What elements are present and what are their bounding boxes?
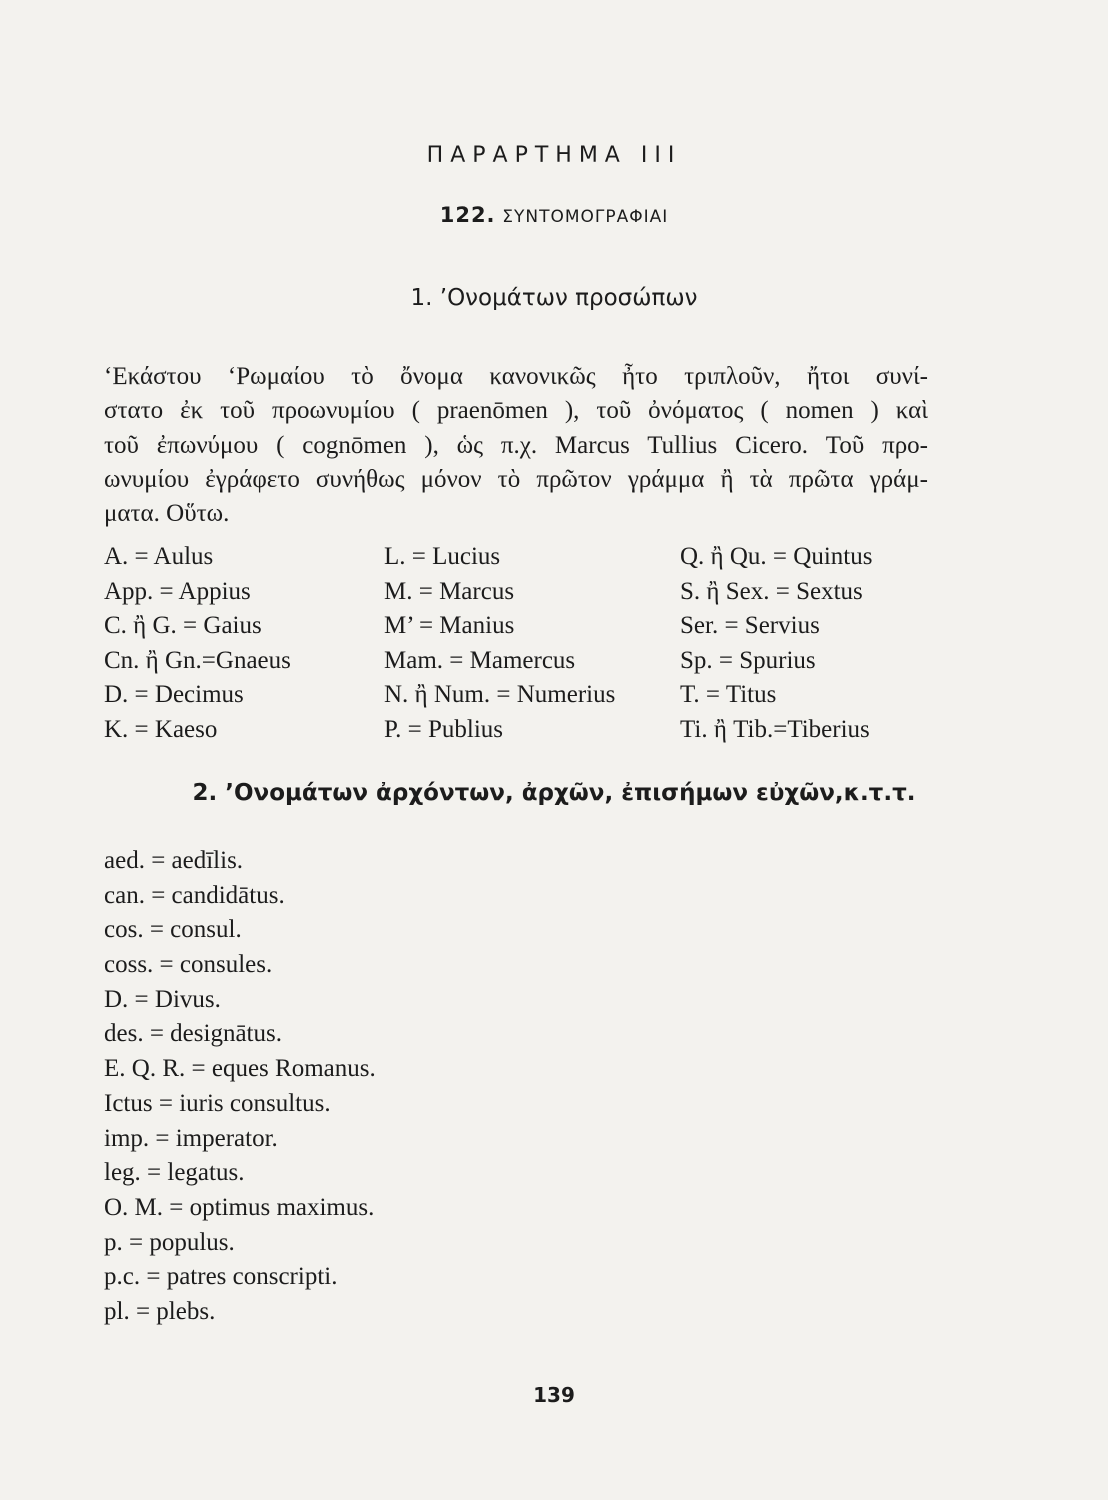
abbreviation-entry: E. Q. R. = eques Romanus. xyxy=(104,1055,376,1083)
abbreviation-entry: aed. = aedīlis. xyxy=(104,847,244,874)
names-column-2 xyxy=(384,540,615,747)
names-column-3 xyxy=(680,540,872,747)
abbreviation-entry: imp. = imperator. xyxy=(104,1124,278,1152)
paragraph-line: στατο ἐκ τοῦ προωνυμίου ( praenōmen ), τοῦ ὀνόματος ( nomen ) καὶ xyxy=(104,397,928,425)
name-entry: T. = Titus xyxy=(680,681,777,708)
subsection-1-title: 1. ’Ονομάτων προσώπων xyxy=(410,285,698,311)
intro-paragraph xyxy=(104,360,928,531)
abbreviation-entry: can. = candidātus. xyxy=(104,881,285,909)
abbreviation-entry: cos. = consul. xyxy=(104,916,242,944)
section-title: ΣΥΝΤΟΜΟΓΡΑΦΙΑΙ xyxy=(502,207,669,227)
name-entry: Cn. ἢ Gn.=Gnaeus xyxy=(104,646,291,674)
abbreviation-entry: O. M. = optimus maximus. xyxy=(104,1193,375,1221)
name-entry: N. ἢ Num. = Numerius xyxy=(384,681,616,708)
subsection-2-title: 2. ’Ονομάτων ἀρχόντων, ἀρχῶν, ἐπισήμων εὐχῶν,κ.τ.τ. xyxy=(192,780,916,806)
name-entry: A. = Aulus xyxy=(104,543,214,570)
paragraph-line: ‘Εκάστου ‘Ρωμαίου τὸ ὄνομα κανονικῶς ἦτο τριπλοῦν, ἤτοι συνί- xyxy=(104,363,928,390)
abbreviation-list xyxy=(104,844,376,1330)
name-entry: Ser. = Servius xyxy=(680,612,820,639)
abbreviation-entry: Ictus = iuris consultus. xyxy=(104,1089,331,1117)
abbreviation-entry: leg. = legatus. xyxy=(104,1159,245,1187)
section-number: 122. xyxy=(439,203,496,227)
paragraph-line: ωνυμίου ἐγράφετο συνήθως μόνον τὸ πρῶτον γράμμα ἢ τὰ πρῶτα γράμ- xyxy=(104,465,928,493)
name-entry: Mam. = Mamercus xyxy=(384,646,576,674)
appendix-title: ΠΑΡΑΡΤΗΜΑ III xyxy=(426,143,682,168)
abbreviation-entry: p. = populus. xyxy=(104,1228,235,1256)
name-entry: C. ἢ G. = Gaius xyxy=(104,612,262,639)
name-entry: Sp. = Spurius xyxy=(680,646,816,674)
page-number: 139 xyxy=(533,1383,575,1407)
name-entry: L. = Lucius xyxy=(384,543,501,570)
name-entry: K. = Kaeso xyxy=(104,715,218,743)
paragraph-line: ματα. Οὕτω. xyxy=(104,500,230,528)
paragraph-line: τοῦ ἐπωνύμου ( cognōmen ), ὡς π.χ. Marcus Tullius Cicero. Τοῦ προ- xyxy=(104,431,928,459)
abbreviation-entry: pl. = plebs. xyxy=(104,1297,216,1325)
name-entry: Ti. ἢ Tib.=Tiberius xyxy=(680,715,870,743)
name-entry: S. ἢ Sex. = Sextus xyxy=(680,577,863,605)
name-entry: Q. ἢ Qu. = Quintus xyxy=(680,543,873,570)
name-entry: D. = Decimus xyxy=(104,681,244,708)
section-heading xyxy=(0,203,1108,227)
abbreviation-entry: D. = Divus. xyxy=(104,985,221,1013)
name-entry: M. = Marcus xyxy=(384,577,515,605)
name-entry: P. = Publius xyxy=(384,715,504,743)
name-entry: App. = Appius xyxy=(104,577,251,605)
abbreviation-entry: des. = designātus. xyxy=(104,1020,282,1048)
names-column-1 xyxy=(104,540,291,747)
abbreviation-entry: p.c. = patres conscripti. xyxy=(104,1263,338,1291)
abbreviation-entry: coss. = consules. xyxy=(104,951,273,979)
name-entry: M’ = Manius xyxy=(384,612,515,639)
